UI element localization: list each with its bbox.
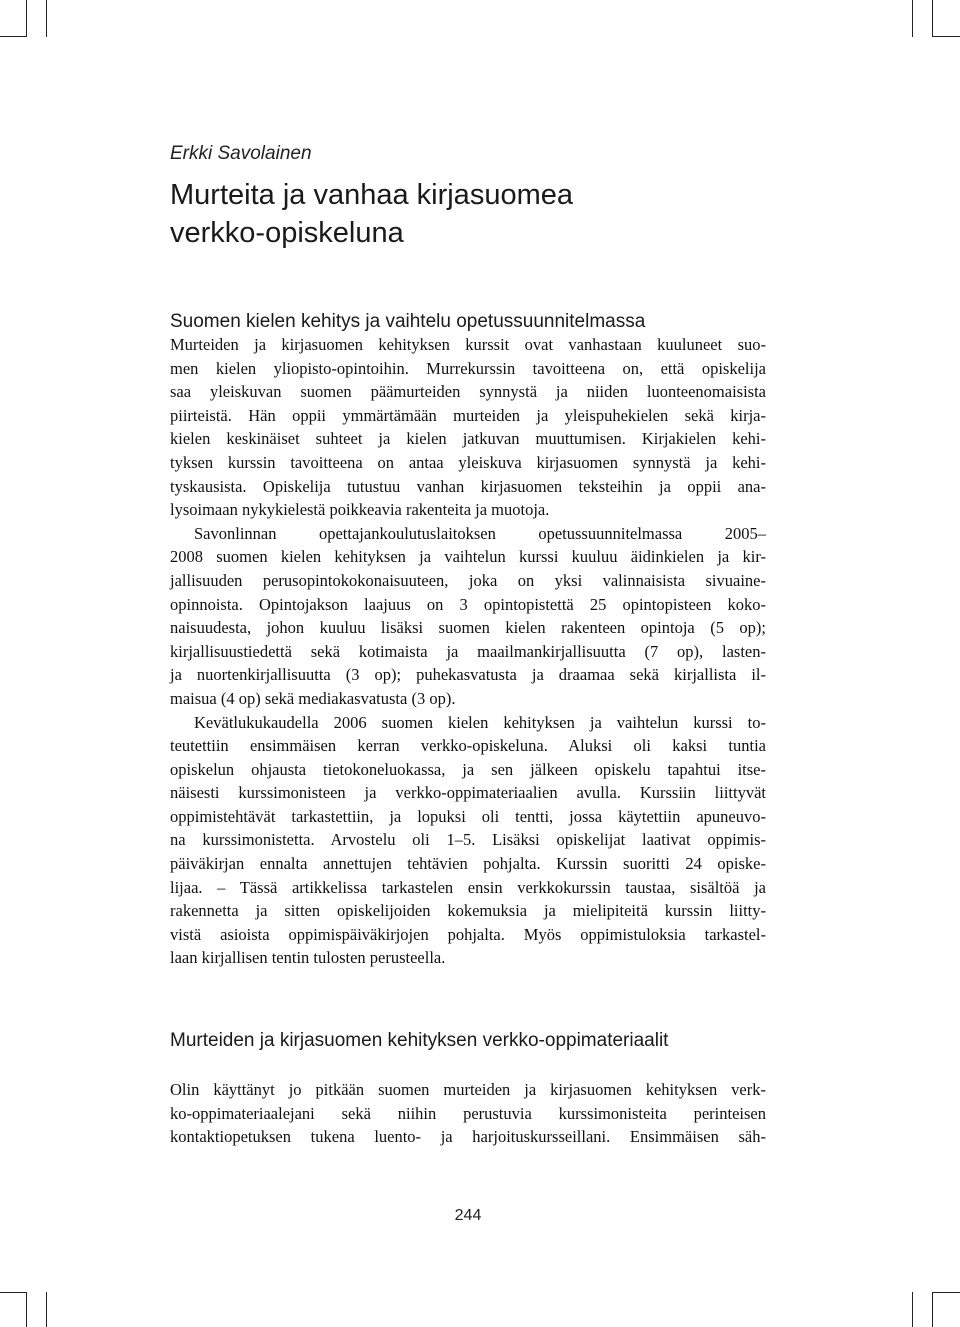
crop-mark bbox=[46, 1292, 47, 1327]
text-line: lysoimaan nykykielestä poikkeavia rakenteita ja muotoja. bbox=[170, 500, 550, 520]
text-line: Olin käyttänyt jo pitkään suomen murteiden ja kirjasuomen kehityksen verk- bbox=[170, 1080, 766, 1099]
crop-mark bbox=[0, 1292, 27, 1293]
article-title bbox=[170, 176, 810, 252]
crop-mark bbox=[932, 0, 933, 37]
author-name: Erkki Savolainen bbox=[170, 143, 312, 164]
text-line: opiskelun ohjausta tietokoneluokassa, ja sen jälkeen opiskelu tapahtui itse- bbox=[170, 759, 766, 779]
body-text bbox=[170, 333, 766, 970]
crop-mark bbox=[46, 0, 47, 37]
text-line: kontaktiopetuksen tukena luento- ja harjoituskursseillani. Ensimmäisen säh- bbox=[170, 1127, 766, 1147]
text-line: oppimistehtävät tarkastettiin, ja lopuksi oli tentti, jossa käytettiin apuneuvo- bbox=[170, 806, 766, 826]
text-line: piirteistä. Hän oppii ymmärtämään murteiden ja yleispuhekielen sekä kirja- bbox=[170, 405, 766, 425]
text-line: tyksen kurssin tavoitteena on antaa yleiskuva kirjasuomen synnystä ja kehi- bbox=[170, 452, 766, 472]
crop-mark bbox=[26, 1292, 27, 1327]
text-line: na kurssimonistetta. Arvostelu oli 1–5. Lisäksi opiskelijat laativat oppimis- bbox=[170, 830, 766, 850]
text-line: opinnoista. Opintojakson laajuus on 3 opintopistettä 25 opintopisteen koko- bbox=[170, 594, 766, 614]
text-line: naisuudesta, johon kuuluu lisäksi suomen kielen rakenteen opintoja (5 op); bbox=[170, 618, 766, 638]
text-line: jallisuuden perusopintokokonaisuuteen, joka on yksi valinnaisista sivuaine- bbox=[170, 570, 766, 590]
text-line: laan kirjallisen tentin tulosten perusteella. bbox=[170, 948, 446, 968]
text-line: men kielen yliopisto-opintoihin. Murrekurssin tavoitteena on, että opiskelija bbox=[170, 358, 766, 378]
text-line: kirjallisuustiedettä sekä kotimaista ja maailmankirjallisuutta (7 op), lasten- bbox=[170, 641, 766, 661]
text-line: päiväkirjan ennalta annettujen tehtävien pohjalta. Kurssin suoritti 24 opiske- bbox=[170, 854, 766, 874]
text-line: ko-oppimateriaalejani sekä niihin perustuvia kurssimonisteita perinteisen bbox=[170, 1103, 766, 1123]
text-line: tyskausista. Opiskelija tutustuu vanhan kirjasuomen teksteihin ja oppii ana- bbox=[170, 476, 766, 496]
crop-mark bbox=[912, 1292, 913, 1327]
text-line: lijaa. – Tässä artikkelissa tarkastelen ensin verkkokurssin taustaa, sisältöä ja bbox=[170, 877, 766, 897]
text-line: Savonlinnan opettajankoulutuslaitoksen opetussuunnitelmassa 2005– bbox=[194, 523, 766, 543]
text-line: rakennetta ja sitten opiskelijoiden kokemuksia ja mielipiteitä kurssin liitty- bbox=[170, 901, 766, 921]
crop-mark bbox=[932, 1292, 933, 1327]
crop-mark bbox=[26, 0, 27, 37]
text-line: vistä asioista oppimispäiväkirjojen pohjalta. Myös oppimistuloksia tarkastel- bbox=[170, 924, 766, 944]
text-line: saa yleiskuvan suomen päämurteiden synnystä ja niiden luonteenomaisista bbox=[170, 382, 766, 402]
page-number: 244 bbox=[454, 1207, 482, 1224]
text-line: Murteiden ja kirjasuomen kehityksen kurssit ovat vanhastaan kuuluneet suo- bbox=[170, 335, 766, 354]
text-line: näisesti kurssimonisteen ja verkko-oppimateriaalien avulla. Kurssiin liittyvät bbox=[170, 783, 766, 803]
body-text bbox=[170, 1078, 766, 1149]
crop-mark bbox=[912, 0, 913, 37]
section-heading: Murteiden ja kirjasuomen kehityksen verkko-oppimateriaalit bbox=[170, 1030, 669, 1051]
text-line: teutettiin ensimmäisen kerran verkko-opiskeluna. Aluksi oli kaksi tuntia bbox=[170, 736, 766, 756]
title-line: Murteita ja vanhaa kirjasuomea bbox=[170, 179, 573, 211]
section-heading: Suomen kielen kehitys ja vaihtelu opetussuunnitelmassa bbox=[170, 311, 646, 332]
title-line: verkko-opiskeluna bbox=[170, 217, 404, 249]
crop-mark bbox=[0, 36, 27, 37]
text-line: ja nuortenkirjallisuutta (3 op); puhekasvatusta ja draamaa sekä kirjallista il- bbox=[170, 665, 766, 685]
text-line: kielen keskinäiset suhteet ja kielen jatkuvan muuttumisen. Kirjakielen kehi- bbox=[170, 429, 766, 449]
crop-mark bbox=[932, 36, 960, 37]
text-line: 2008 suomen kielen kehityksen ja vaihtelun kurssi kuuluu äidinkielen ja kir- bbox=[170, 547, 766, 567]
crop-mark bbox=[932, 1292, 960, 1293]
text-line: maisua (4 op) sekä mediakasvatusta (3 op). bbox=[170, 688, 456, 708]
text-line: Kevätlukukaudella 2006 suomen kielen kehityksen ja vaihtelun kurssi to- bbox=[194, 712, 766, 732]
